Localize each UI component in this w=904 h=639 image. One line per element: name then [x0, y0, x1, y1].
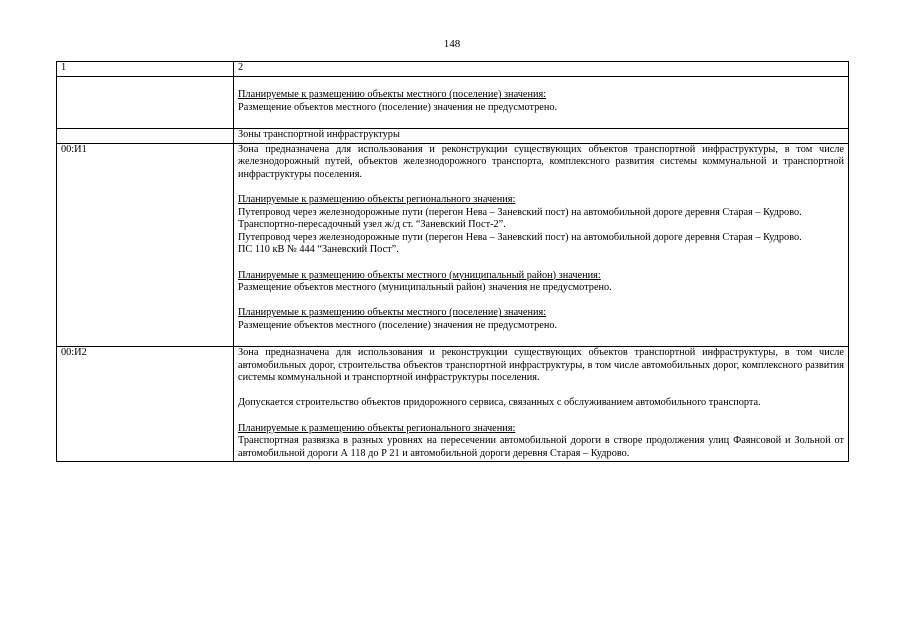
header-cell-col1: 1	[57, 62, 234, 77]
zone-i1-municipal-text: Размещение объектов местного (муниципальный район) значения не предусмотрено.	[238, 282, 612, 294]
zone-i2-regional-text: Транспортная развязка в разных уровнях на пересечении автомобильной дороги в створе продолжения улиц Фаянсовой и Зольной от автомобильной дороги А 118 до Р 21 и автомобильной дороги деревня Старая – Кудрово.	[238, 435, 844, 459]
table-row-local-top	[57, 76, 849, 128]
zone-i1-description: Зона предназначена для использования и реконструкции существующих объектов транспортной инфраструктуры, в том числе железнодорожный путей, объектов железнодорожного транспорта, комплексного развития системы коммунальной и транспортной инфраструктуры поселения.	[238, 143, 844, 180]
zone-code-i1: 00:И1	[57, 143, 234, 347]
table-row-zone-i1	[57, 143, 849, 347]
local-text-top: Размещение объектов местного (поселение) значения не предусмотрено.	[238, 101, 558, 113]
table-row-zone-i2	[57, 347, 849, 462]
zone-i1-local-text: Размещение объектов местного (поселение) значения не предусмотрено.	[238, 319, 558, 331]
zone-i2-regional-heading: Планируемые к размещению объекты регионального значения:	[238, 422, 516, 434]
zone-code-i2: 00:И2	[57, 347, 234, 462]
zone-i1-municipal-heading: Планируемые к размещению объекты местного (муниципальный район) значения:	[238, 269, 601, 281]
table-header-row	[57, 62, 849, 77]
table-row-section	[57, 128, 849, 143]
content-cell-zone-i2	[234, 347, 849, 462]
content-cell-local-top	[234, 76, 849, 128]
section-code-cell	[57, 128, 234, 143]
zone-i1-regional-item: Путепровод через железнодорожные пути (перегон Нева – Заневский пост) на автомобильной дороге деревня Старая – Кудрово.	[238, 206, 802, 218]
code-cell-empty	[57, 76, 234, 128]
local-heading-top: Планируемые к размещению объекты местного (поселение) значения:	[238, 89, 547, 101]
zone-i2-description: Зона предназначена для использования и реконструкции существующих объектов транспортной инфраструктуры, в том числе автомобильных дорог, строительства объектов транспортной инфраструктуры, в том числе автомобильных дорог, комплексного развития системы коммунальной и транспортной инфраструктуры поселения.	[238, 347, 844, 384]
zone-i1-local-heading: Планируемые к размещению объекты местного (поселение) значения:	[238, 307, 547, 319]
zone-i1-regional-item: ПС 110 кВ № 444 “Заневский Пост”.	[238, 244, 399, 256]
zones-table	[56, 61, 849, 462]
zone-i2-allowed: Допускается строительство объектов придорожного сервиса, связанных с обслуживанием автомобильного транспорта.	[238, 397, 761, 409]
header-cell-col2: 2	[234, 62, 849, 77]
zone-i1-regional-item: Транспортно-пересадочный узел ж/д ст. “Заневский Пост-2”.	[238, 219, 506, 231]
page-number: 148	[443, 38, 461, 50]
content-cell-zone-i1	[234, 143, 849, 347]
zone-i1-regional-heading: Планируемые к размещению объекты регионального значения:	[238, 193, 516, 205]
zone-i1-regional-item: Путепровод через железнодорожные пути (перегон Нева – Заневский пост) на автомобильной дороге деревня Старая – Кудрово.	[238, 231, 802, 243]
section-title: Зоны транспортной инфраструктуры	[234, 128, 849, 143]
